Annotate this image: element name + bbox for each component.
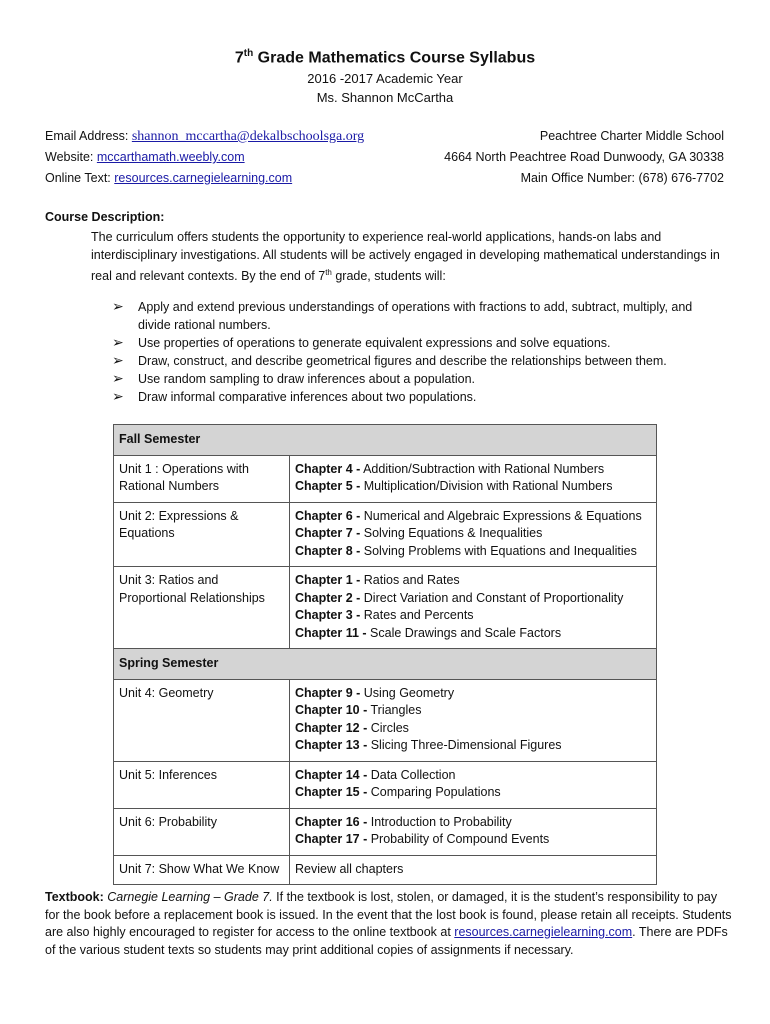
chapter-title: Triangles [367,703,422,717]
arrow-bullet-icon: ➢ [112,370,124,386]
chapter-number: Chapter 14 - [295,767,368,782]
chapter-list [290,502,657,567]
chapter-number: Chapter 15 - [295,785,368,799]
chapter-number: Chapter 12 - [295,720,368,735]
unit-name: Unit 7: Show What We Know [114,855,290,885]
chapter-item [295,831,651,849]
unit-name: Unit 4: Geometry [114,679,290,761]
chapter-title: Multiplication/Division with Rational Numbers [360,479,613,493]
chapter-title: Numerical and Algebraic Expressions & Equations [360,508,642,523]
arrow-bullet-icon: ➢ [112,388,124,404]
table-row [114,455,657,502]
chapter-number: Chapter 3 - [295,608,361,622]
chapter-number: Chapter 13 - [295,738,368,752]
school-info [444,126,724,189]
semester-label: Spring Semester [114,649,657,680]
chapter-item [295,784,651,802]
course-description-heading: Course Description: [45,210,165,224]
chapter-title: Rates and Percents [360,608,474,622]
chapter-title: Slicing Three-Dimensional Figures [367,738,562,752]
chapter-title: Comparing Populations [367,785,501,799]
chapter-item [295,702,651,720]
website-link[interactable]: mccarthamath.weebly.com [96,150,245,164]
chapter-title: Circles [367,720,409,735]
online-text-row: Online Text: resources.carnegielearning.com [45,171,293,185]
unit-name: Unit 2: Expressions & Equations [114,502,290,567]
chapter-item [295,685,651,703]
chapter-title: Data Collection [367,767,456,782]
units-table [113,424,657,885]
unit-name: Unit 1 : Operations with Rational Numbers [114,455,290,502]
chapter-item [295,814,651,832]
chapter-item [295,607,651,625]
chapter-number: Chapter 17 - [295,832,368,846]
list-item: ➢ Use properties of operations to generate equivalent expressions and solve equations. [112,334,611,350]
website-row: Website: mccarthamath.weebly.com [45,150,245,164]
chapter-list [290,808,657,855]
table-row [114,502,657,567]
chapter-item [295,720,651,738]
chapter-item [295,625,651,643]
list-item: ➢ Draw informal comparative inferences about two populations. [112,388,477,404]
course-description: The curriculum offers students the opportunity to experience real-world applications, hands-on labs and interdisciplinary investigations. All students will be actively engaged in developing mathematical understandings in real and relevant contexts. By the end of 7th grade, students will: [91,230,720,284]
chapter-number: Chapter 7 - [295,526,361,540]
school-phone: Main Office Number: (678) 676-7702 [520,171,724,185]
chapter-title: Scale Drawings and Scale Factors [366,625,562,640]
chapter-item [295,590,651,608]
chapter-number: Chapter 10 - [295,703,368,717]
list-item: ➢ Draw, construct, and describe geometrical figures and describe the relationships between them. [112,352,667,368]
chapter-title: Ratios and Rates [360,573,460,587]
chapter-number: Chapter 4 - [295,461,361,476]
table-row [114,679,657,761]
chapter-title: Probability of Compound Events [367,832,550,846]
academic-year: 2016 -2017 Academic Year [307,71,463,86]
chapter-list [290,567,657,649]
chapter-title: Review all chapters [295,861,404,876]
chapter-list [290,455,657,502]
chapter-number: Chapter 1 - [295,573,361,587]
arrow-bullet-icon: ➢ [112,352,124,368]
chapter-item [295,508,651,526]
chapter-list [290,761,657,808]
unit-name: Unit 3: Ratios and Proportional Relationships [114,567,290,649]
chapter-number: Chapter 2 - [295,590,361,605]
chapter-number: Chapter 6 - [295,508,361,523]
semester-header-row [114,649,657,680]
goals-list [112,298,722,406]
list-item: ➢ Use random sampling to draw inferences about a population. [112,370,476,386]
school-address: 4664 North Peachtree Road Dunwoody, GA 30338 [444,150,724,164]
chapter-item [295,767,651,785]
unit-name: Unit 5: Inferences [114,761,290,808]
chapter-number: Chapter 11 - [295,625,367,640]
chapter-number: Chapter 8 - [295,543,361,558]
chapter-title: Introduction to Probability [367,814,512,829]
email-link[interactable]: shannon_mccartha@dekalbschoolsga.org [131,129,365,144]
chapter-title: Using Geometry [360,685,455,700]
semester-label: Fall Semester [114,425,657,456]
page-title: 7th Grade Mathematics Course Syllabus [234,48,536,67]
email-row: Email Address: shannon_mccartha@dekalbschoolsga.org [45,129,365,144]
table-row [114,567,657,649]
chapter-item [295,861,651,879]
table-row [114,761,657,808]
chapter-title: Addition/Subtraction with Rational Numbers [360,461,605,476]
contact-info [45,126,364,189]
textbook-paragraph: Textbook: Carnegie Learning – Grade 7. If the textbook is lost, stolen, or damaged, it is the student’s responsibility to pay for the book before a replacement book is issued. In the event that the lost book is found, please retain all receipts. Students are also highly encouraged to register for access to the online textbook at resources.carnegielearning.com. There are PDFs of the various student texts so students may print additional copies of assignments if necessary. [45,890,732,957]
list-item: ➢ Apply and extend previous understandings of operations with fractions to add, subtract, multiply, and divide rational numbers. [112,298,693,332]
arrow-bullet-icon: ➢ [112,334,124,350]
chapter-item [295,737,651,755]
online-textbook-link[interactable]: resources.carnegielearning.com [454,925,633,939]
chapter-list [290,679,657,761]
chapter-item [295,572,651,590]
chapter-list [290,855,657,885]
chapter-number: Chapter 16 - [295,814,368,829]
semester-header-row [114,425,657,456]
school-name: Peachtree Charter Middle School [539,129,724,143]
chapter-item [295,525,651,543]
chapter-number: Chapter 5 - [295,479,361,493]
chapter-title: Direct Variation and Constant of Proportionality [360,590,624,605]
chapter-title: Solving Equations & Inequalities [360,526,543,540]
chapter-item [295,478,651,496]
teacher-name: Ms. Shannon McCartha [316,90,454,105]
chapter-number: Chapter 9 - [295,685,361,700]
chapter-item [295,543,651,561]
table-row [114,808,657,855]
table-row [114,855,657,885]
chapter-item [295,461,651,479]
unit-name: Unit 6: Probability [114,808,290,855]
chapter-title: Solving Problems with Equations and Inequalities [360,543,637,558]
online-text-link[interactable]: resources.carnegielearning.com [114,171,293,185]
arrow-bullet-icon: ➢ [112,298,124,314]
